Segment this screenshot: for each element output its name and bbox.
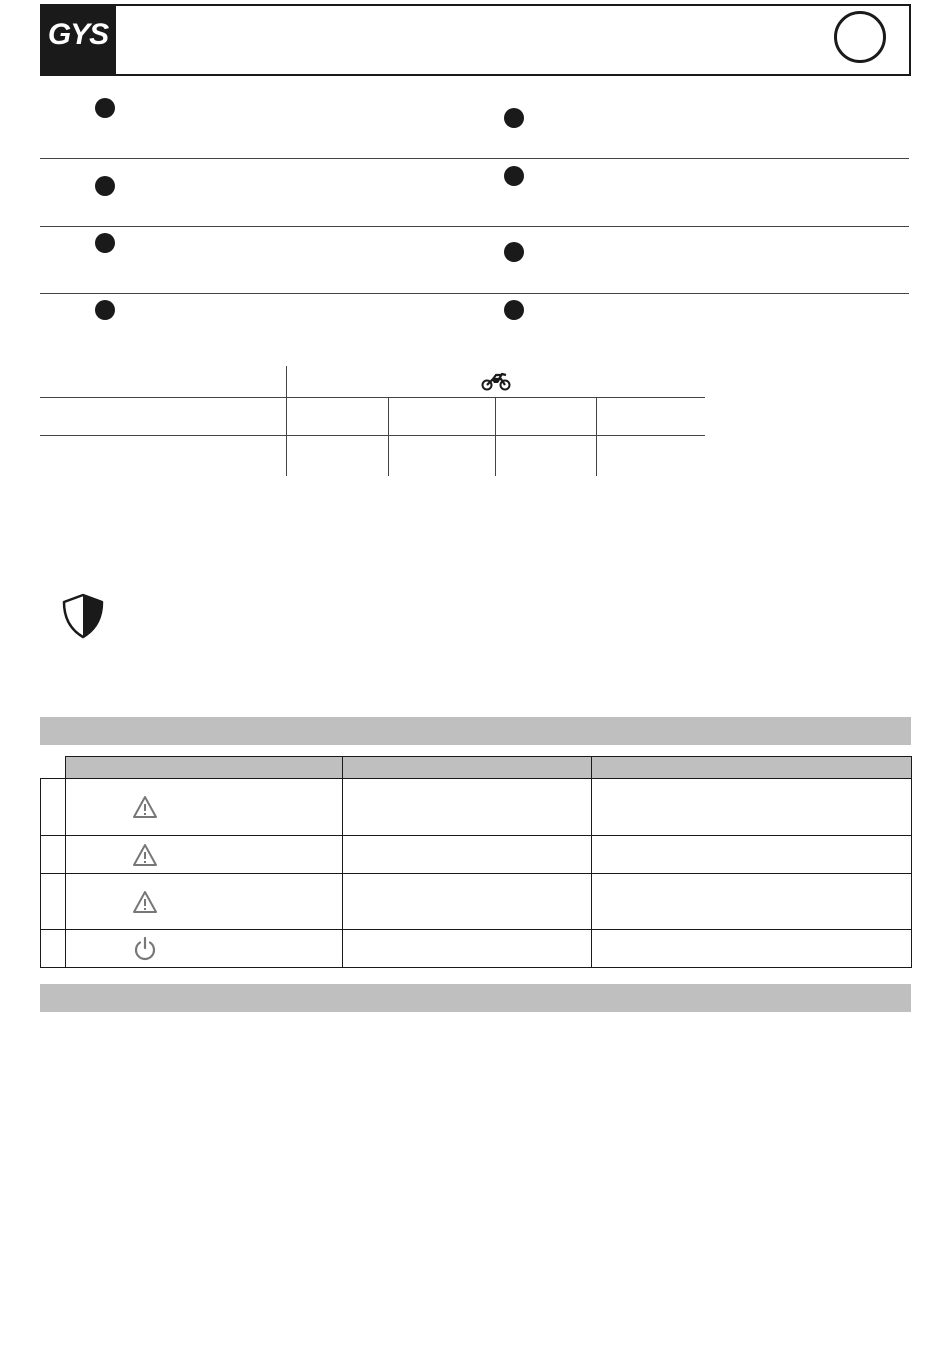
indicator-cell bbox=[66, 874, 343, 930]
section-header-bar-1 bbox=[40, 717, 911, 745]
row-number-cell bbox=[41, 874, 66, 930]
indicator-cell bbox=[66, 779, 343, 836]
shield-icon bbox=[60, 593, 106, 639]
spec-table-vline-1 bbox=[286, 366, 287, 476]
row-number-cell bbox=[41, 930, 66, 968]
header-frame bbox=[40, 4, 911, 76]
solution-cell bbox=[592, 836, 912, 874]
table-row bbox=[41, 779, 912, 836]
spec-table-vline-4 bbox=[596, 397, 597, 476]
divider-right-1 bbox=[458, 158, 909, 159]
troubleshooting-table bbox=[40, 756, 912, 968]
header-blank-cell bbox=[41, 757, 66, 779]
divider-right-2 bbox=[458, 226, 909, 227]
indicator-cell bbox=[66, 930, 343, 968]
power-icon bbox=[132, 936, 158, 962]
part-marker-3 bbox=[95, 233, 115, 253]
part-marker-4 bbox=[95, 300, 115, 320]
spec-table bbox=[40, 366, 705, 476]
warning-triangle-icon bbox=[132, 843, 158, 867]
warning-triangle-icon bbox=[132, 795, 158, 819]
warning-triangle-icon bbox=[132, 890, 158, 914]
header-cell-cause bbox=[343, 757, 592, 779]
row-number-cell bbox=[41, 779, 66, 836]
solution-cell bbox=[592, 874, 912, 930]
header-cell-indicator bbox=[66, 757, 343, 779]
gys-logo bbox=[40, 4, 116, 76]
troubleshooting-header-row bbox=[41, 757, 912, 779]
indicator-cell bbox=[66, 836, 343, 874]
cause-cell bbox=[343, 836, 592, 874]
divider-left-2 bbox=[40, 226, 458, 227]
logo-text: GYS bbox=[47, 18, 109, 51]
table-row bbox=[41, 874, 912, 930]
motorcycle-icon bbox=[481, 371, 511, 391]
cause-cell bbox=[343, 779, 592, 836]
spec-table-hline-1 bbox=[40, 397, 705, 398]
part-marker-7 bbox=[504, 242, 524, 262]
cause-cell bbox=[343, 874, 592, 930]
part-marker-5 bbox=[504, 108, 524, 128]
spec-table-hline-2 bbox=[40, 435, 705, 436]
divider-left-1 bbox=[40, 158, 458, 159]
row-number-cell bbox=[41, 836, 66, 874]
language-badge bbox=[834, 11, 886, 63]
part-marker-1 bbox=[95, 98, 115, 118]
header-cell-solution bbox=[592, 757, 912, 779]
section-header-bar-2 bbox=[40, 984, 911, 1012]
spec-table-vline-3 bbox=[495, 397, 496, 476]
part-marker-6 bbox=[504, 166, 524, 186]
spec-table-vline-2 bbox=[388, 397, 389, 476]
table-row bbox=[41, 930, 912, 968]
solution-cell bbox=[592, 779, 912, 836]
solution-cell bbox=[592, 930, 912, 968]
part-marker-2 bbox=[95, 176, 115, 196]
table-row bbox=[41, 836, 912, 874]
divider-left-3 bbox=[40, 293, 458, 294]
divider-right-3 bbox=[458, 293, 909, 294]
part-marker-8 bbox=[504, 300, 524, 320]
cause-cell bbox=[343, 930, 592, 968]
